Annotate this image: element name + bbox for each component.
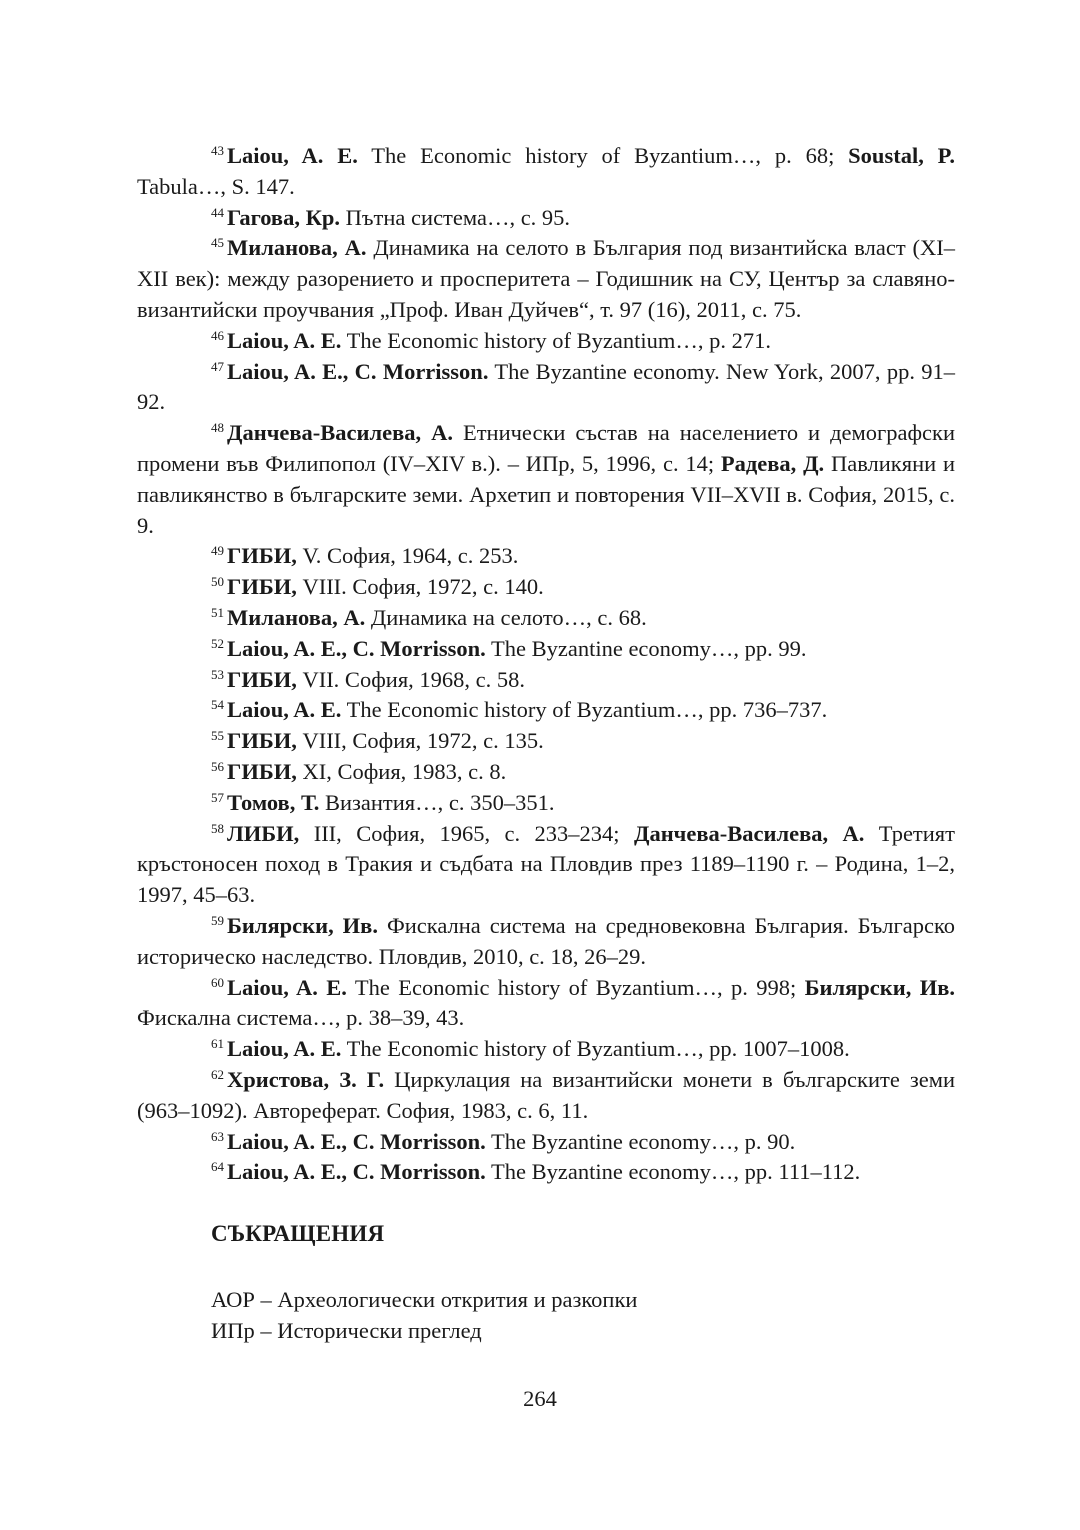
footnote: [137, 418, 955, 541]
footnote-text: The Economic history of Byzantium…, p. 68;: [357, 143, 849, 168]
footnote-author: Laiou, A. E.: [227, 143, 358, 168]
footnote-author: ГИБИ,: [227, 666, 297, 692]
footnote-text: Фискална система…, p. 38–39, 43.: [137, 1005, 465, 1031]
footnote-text: Фискална система на средновековна България. Българско историческо наследство. Пловдив, 2010, с. 18, 26–29.: [137, 912, 955, 969]
footnote-number: 48: [211, 420, 224, 436]
footnote: [137, 819, 955, 911]
footnote: [137, 1034, 955, 1065]
abbreviation-item: ИПр – Исторически преглед: [211, 1318, 482, 1343]
footnote-author: Гагова, Кр.: [227, 204, 341, 230]
footnote-number: 46: [211, 327, 224, 343]
footnote-text: Третият кръстоносен поход в Тракия и съдбата на Пловдив през 1189–1190 г. – Родина, 1–2, 1997, 45–63.: [137, 820, 955, 908]
footnote: [137, 541, 955, 572]
footnote-author: Билярски, Ив.: [804, 974, 955, 1000]
footnote-text: The Byzantine economy. New York, 2007, pp. 91–92.: [137, 358, 955, 415]
footnotes-list: [137, 141, 955, 1188]
footnote-number: 44: [211, 204, 224, 220]
footnote-number: 53: [211, 666, 224, 682]
footnote: [137, 788, 955, 819]
footnote-text: The Byzantine economy…, pp. 99.: [485, 635, 807, 661]
footnote-text: Циркулация на византийски монети в българските земи (963–1092). Автореферат. София, 1983, с. 6, 11.: [137, 1066, 956, 1123]
footnote-text: The Economic history of Byzantium…, p. 271.: [341, 327, 771, 353]
abbreviation-item: АОР – Археологически открития и разкопки: [211, 1287, 638, 1312]
page-number: 264: [523, 1386, 557, 1411]
footnote-number: 64: [211, 1159, 224, 1175]
footnote-author: Laiou, A. E.: [227, 327, 342, 353]
abbreviations-list: [211, 1284, 637, 1346]
footnote-author: Миланова, А.: [227, 235, 367, 261]
footnote-text: Динамика на селото в България под византийска власт (XI–XII век): между разорението и просперитета – Годишник на СУ, Център за славяно-византийски проучвания „Проф. Иван Дуйчев“, т. 97 (16), 2011, с. 75.: [137, 235, 955, 322]
footnote-text: The Economic history of Byzantium…, p. 998;: [346, 974, 805, 1000]
footnote-number: 55: [211, 728, 224, 744]
footnote: [137, 1127, 955, 1158]
footnote: [137, 233, 955, 325]
footnote-text: The Byzantine economy…, pp. 111–112.: [485, 1159, 861, 1185]
footnote-author: Данчева-Василева, А.: [227, 420, 453, 446]
footnote-author: Laiou, A. E., C. Morrisson.: [227, 358, 489, 384]
footnote-author: Laiou, A. E., C. Morrisson.: [227, 635, 486, 661]
footnote-number: 47: [211, 358, 224, 374]
footnote-author: Миланова, А.: [227, 604, 366, 630]
footnote-number: 45: [211, 235, 224, 251]
footnote-author: Томов, Т.: [227, 789, 320, 815]
footnote: [137, 357, 955, 419]
footnote-text: V. София, 1964, с. 253.: [296, 543, 519, 569]
footnote-number: 63: [211, 1128, 224, 1144]
footnote-author: ГИБИ,: [227, 728, 297, 754]
footnote-number: 57: [211, 789, 224, 805]
footnote-author: Laiou, A. E., C. Morrisson.: [227, 1128, 486, 1154]
footnote-number: 50: [211, 574, 224, 590]
footnote-text: Динамика на селото…, с. 68.: [365, 604, 647, 630]
footnote-number: 51: [211, 604, 224, 620]
footnote-author: ГИБИ,: [227, 543, 297, 569]
footnote-text: XI, София, 1983, с. 8.: [296, 758, 507, 784]
footnote-number: 43: [211, 143, 224, 158]
footnote: [137, 1065, 955, 1127]
footnote: [137, 141, 955, 203]
footnote-text: The Economic history of Byzantium…, pp. 1007–1008.: [341, 1036, 850, 1062]
footnote-text: Павликяни и павликянство в българските земи. Архетип и повторения VII–XVII в. София, 2015, с. 9.: [137, 450, 955, 538]
footnote-author: Христова, З. Г.: [227, 1066, 385, 1092]
footnote: [137, 911, 955, 973]
footnote-number: 52: [211, 635, 224, 651]
footnote-number: 62: [211, 1066, 224, 1082]
footnote: [137, 973, 955, 1035]
footnote-number: 60: [211, 974, 224, 990]
footnote-author: Laiou, A. E.: [227, 974, 347, 1000]
footnote-text: Византия…, с. 350–351.: [319, 789, 555, 815]
footnote-author: Laiou, A. E.: [227, 697, 342, 723]
footnote: [137, 572, 955, 603]
footnote-author: Laiou, A. E.: [227, 1036, 342, 1062]
footnote-author: ЛИБИ,: [227, 820, 300, 846]
footnote-author: Билярски, Ив.: [227, 912, 378, 938]
footnote-text: VII. София, 1968, с. 58.: [296, 666, 526, 692]
footnote: [137, 634, 955, 665]
footnote: [137, 695, 955, 726]
footnote-number: 49: [211, 543, 224, 559]
footnote-number: 61: [211, 1036, 224, 1052]
footnote: [137, 757, 955, 788]
footnote-number: 54: [211, 697, 224, 713]
footnote: [137, 726, 955, 757]
footnote: [137, 665, 955, 696]
footnote-text: The Byzantine economy…, p. 90.: [485, 1128, 796, 1154]
footnote-author: ГИБИ,: [227, 574, 297, 600]
footnote-text: Tabula…, S. 147.: [137, 173, 295, 199]
footnote-text: The Economic history of Byzantium…, pp. 736–737.: [341, 697, 828, 723]
footnote: [137, 326, 955, 357]
footnote: [137, 603, 955, 634]
abbreviations-heading: СЪКРАЩЕНИЯ: [211, 1221, 385, 1246]
footnote-author: ГИБИ,: [227, 758, 297, 784]
footnote-text: VIII. София, 1972, с. 140.: [296, 574, 544, 600]
footnote-author: Радева, Д.: [720, 450, 825, 476]
footnote-number: 58: [211, 820, 224, 836]
footnote-text: Етнически състав на населението и демографски промени във Филипопол (IV–XIV в.). – ИПр, 5, 1996, с. 14;: [137, 420, 955, 476]
footnote-author: Laiou, A. E., C. Morrisson.: [227, 1159, 486, 1185]
footnote-text: Пътна система…, с. 95.: [340, 204, 571, 230]
footnote: [137, 1157, 955, 1188]
footnote-text: III, София, 1965, с. 233–234;: [299, 820, 634, 846]
footnote-author: Данчева-Василева, А.: [633, 820, 865, 846]
footnote-text: VIII, София, 1972, с. 135.: [296, 728, 544, 754]
footnote-number: 56: [211, 758, 224, 774]
footnote-number: 59: [211, 912, 224, 928]
footnote-author: Soustal, P.: [848, 143, 955, 168]
footnote: [137, 203, 955, 234]
